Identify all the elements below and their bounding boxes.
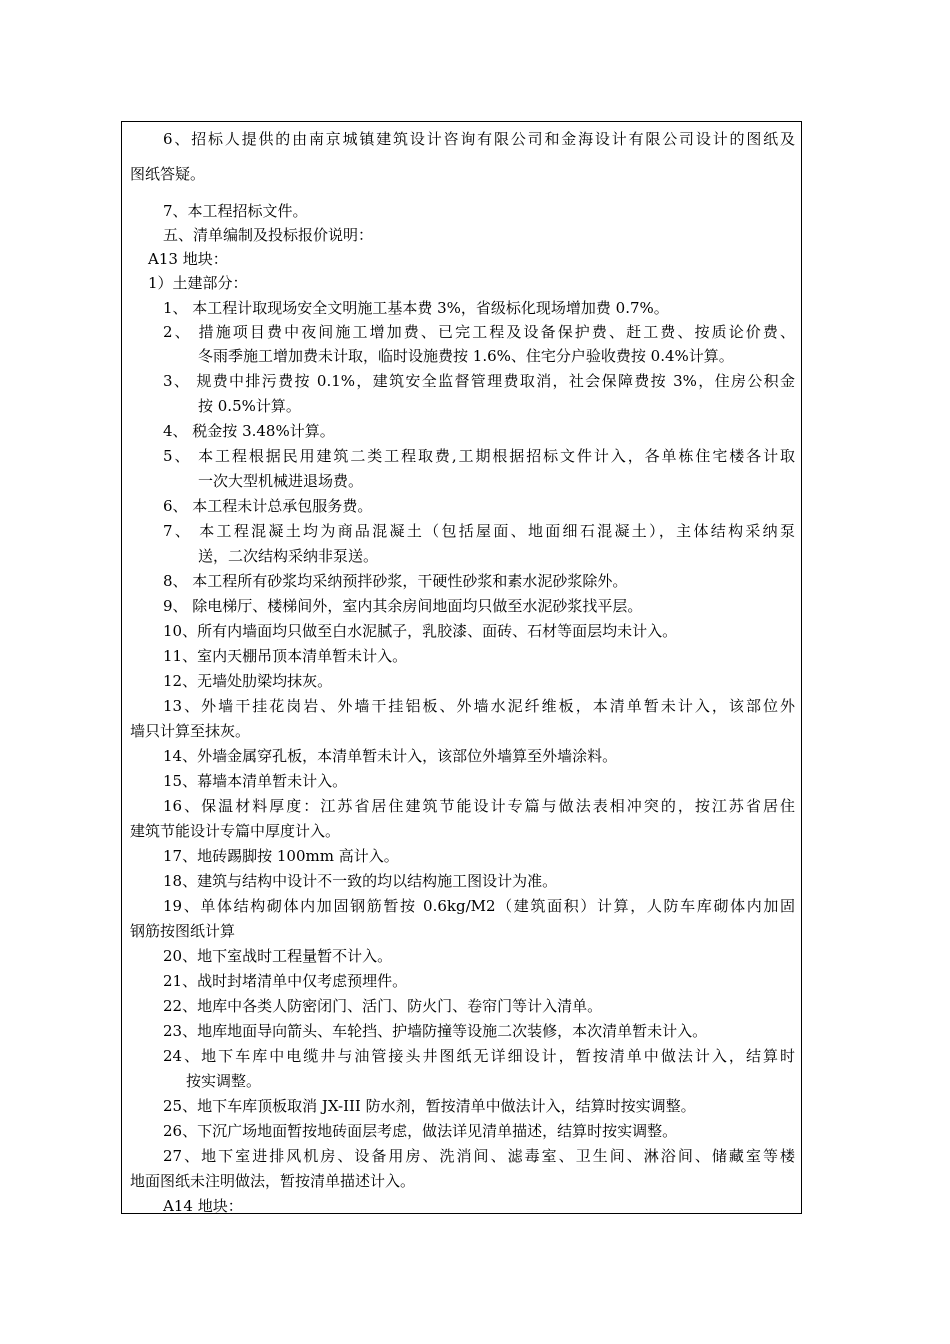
list-item: 10、所有内墙面均只做至白水泥腻子，乳胶漆、面砖、石材等面层均未计入。 — [163, 622, 678, 640]
list-item: 27、地下室进排风机房、设备用房、洗消间、滤毒室、卫生间、淋浴间、储藏室等楼 — [163, 1147, 795, 1165]
list-item: 12、无墙处肋梁均抹灰。 — [163, 672, 333, 690]
list-item: 7、 本工程混凝土均为商品混凝土（包括屋面、地面细石混凝土），主体结构采纳泵 — [163, 522, 795, 540]
list-item: 21、战时封堵清单中仅考虑预埋件。 — [163, 972, 408, 990]
list-item: 8、 本工程所有砂浆均采纳预拌砂浆，干硬性砂浆和素水泥砂浆除外。 — [163, 572, 628, 590]
list-item: 6、 本工程未计总承包服务费。 — [163, 497, 373, 515]
list-item: 26、下沉广场地面暂按地砖面层考虑，做法详见清单描述，结算时按实调整。 — [163, 1122, 678, 1140]
list-item: 22、地库中各类人防密闭门、活门、防火门、卷帘门等计入清单。 — [163, 997, 603, 1015]
list-item-continuation: 一次大型机械进退场费。 — [198, 472, 364, 490]
list-item: 4、 税金按 3.48%计算。 — [163, 422, 335, 440]
list-item-continuation: 冬雨季施工增加费未计取，临时设施费按 1.6%、住宅分户验收费按 0.4%计算。 — [198, 347, 734, 365]
list-item-continuation: 钢筋按图纸计算 — [130, 922, 236, 940]
list-item: 25、地下车库顶板取消 JX-III 防水剂，暂按清单中做法计入，结算时按实调整。 — [163, 1097, 696, 1115]
subsection-heading: 1）土建部分： — [148, 274, 248, 292]
list-item: 17、地砖踢脚按 100mm 高计入。 — [163, 847, 399, 865]
list-item: 16、保温材料厚度：江苏省居住建筑节能设计专篇与做法表相冲突的，按江苏省居住 — [163, 797, 795, 815]
list-item-continuation: 送，二次结构采纳非泵送。 — [198, 547, 379, 565]
list-item: 11、室内天棚吊顶本清单暂未计入。 — [163, 647, 408, 665]
subsection-heading: A14 地块： — [163, 1197, 243, 1215]
list-item: 2、 措施项目费中夜间施工增加费、已完工程及设备保护费、赶工费、按质论价费、 — [163, 323, 795, 341]
list-item-continuation: 按实调整。 — [186, 1072, 262, 1090]
section-heading: 五、清单编制及投标报价说明： — [163, 226, 374, 244]
list-item: 14、外墙金属穿孔板，本清单暂未计入，该部位外墙算至外墙涂料。 — [163, 747, 618, 765]
list-item: 13、外墙干挂花岗岩、外墙干挂铝板、外墙水泥纤维板，本清单暂未计入，该部位外 — [163, 697, 795, 715]
subsection-heading: A13 地块： — [148, 250, 228, 268]
list-item-continuation: 建筑节能设计专篇中厚度计入。 — [130, 822, 341, 840]
list-item: 15、幕墙本清单暂未计入。 — [163, 772, 348, 790]
list-item: 24、地下车库中电缆井与油管接头井图纸无详细设计，暂按清单中做法计入，结算时 — [163, 1047, 795, 1065]
list-item-continuation: 墙只计算至抹灰。 — [130, 722, 251, 740]
text-line: 6、招标人提供的由南京城镇建筑设计咨询有限公司和金海设计有限公司设计的图纸及 — [163, 130, 795, 148]
list-item: 5、 本工程根据民用建筑二类工程取费,工期根据招标文件计入，各单栋住宅楼各计取 — [163, 447, 795, 465]
list-item: 1、 本工程计取现场安全文明施工基本费 3%，省级标化现场增加费 0.7%。 — [163, 299, 669, 317]
list-item: 23、地库地面导向箭头、车轮挡、护墙防撞等设施二次装修，本次清单暂未计入。 — [163, 1022, 708, 1040]
list-item: 9、 除电梯厅、楼梯间外，室内其余房间地面均只做至水泥砂浆找平层。 — [163, 597, 643, 615]
list-item: 18、建筑与结构中设计不一致的均以结构施工图设计为准。 — [163, 872, 558, 890]
list-item: 20、地下室战时工程量暂不计入。 — [163, 947, 393, 965]
list-item-continuation: 地面图纸未注明做法，暂按清单描述计入。 — [130, 1172, 416, 1190]
text-line: 7、本工程招标文件。 — [163, 202, 308, 220]
list-item: 19、单体结构砌体内加固钢筋暂按 0.6kg/M2（建筑面积）计算，人防车库砌体内加固 — [163, 897, 795, 915]
list-item-continuation: 按 0.5%计算。 — [198, 397, 301, 415]
list-item: 3、 规费中排污费按 0.1%，建筑安全监督管理费取消，社会保障费按 3%，住房公积金 — [163, 372, 795, 390]
text-line: 图纸答疑。 — [130, 165, 206, 183]
